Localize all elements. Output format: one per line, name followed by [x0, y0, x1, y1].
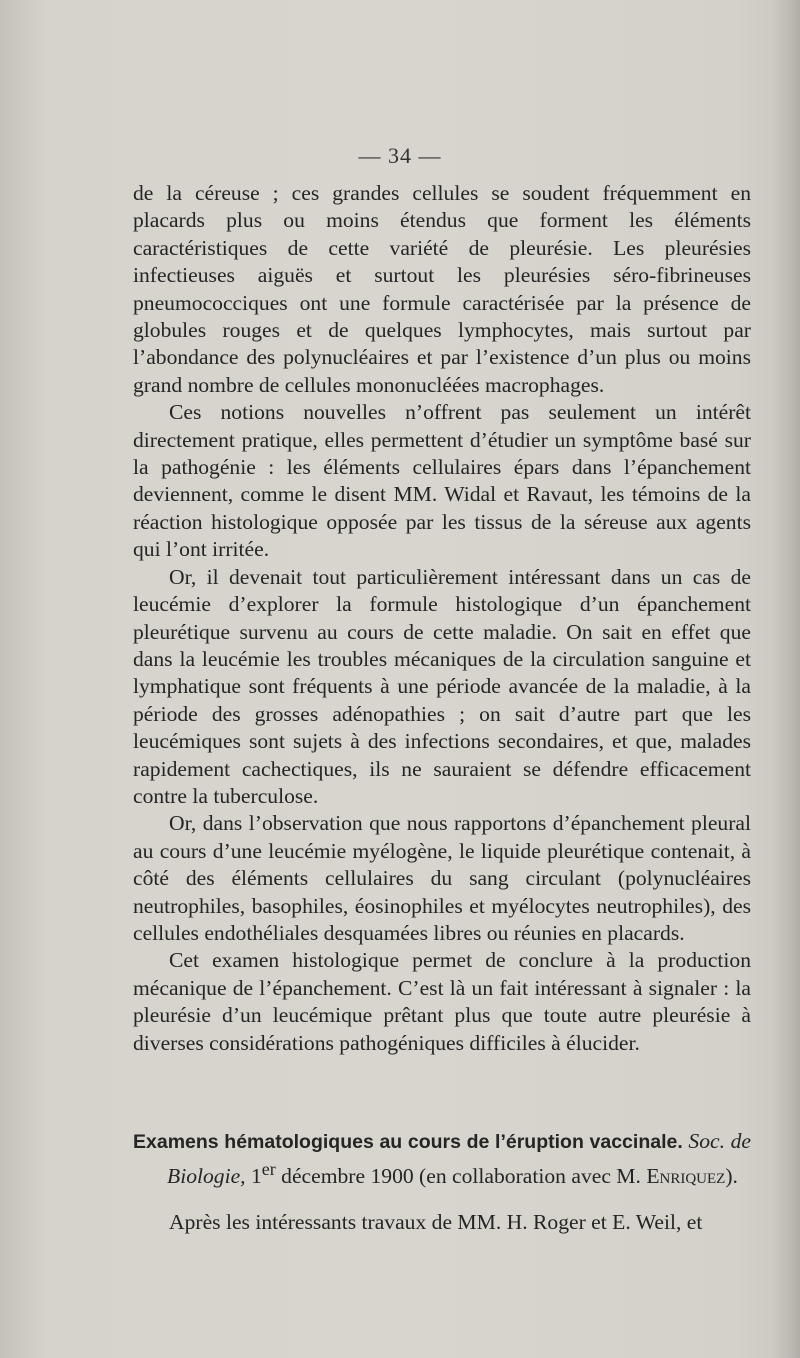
section-journal: Soc. de Biologie, — [167, 1129, 751, 1189]
section-heading — [133, 1128, 751, 1191]
body-text — [133, 180, 751, 1057]
paragraph-2: Ces notions nouvelles n’offrent pas seulement un intérêt directement pratique, elles permettent d’étudier un symptôme basé sur la pathogénie : les éléments cellulaires épars dans l’épanchement deviennent, comme le disent MM. Widal et Ravaut, les témoins de la réaction histologique opposée par les tissus de la séreuse aux agents qui l’ont irritée. — [133, 400, 751, 562]
section-date-day: 1 — [250, 1164, 262, 1189]
page-number: — 34 — — [358, 143, 442, 168]
section-first-line: Après les intéressants travaux de MM. H. Roger et E. Weil, et — [169, 1210, 703, 1234]
section-closing: ). — [725, 1164, 738, 1189]
section-entry — [133, 1128, 751, 1236]
paragraph-3: Or, il devenait tout particulièrement intéressant dans un cas de leucémie d’explorer la formule histologique d’un épanchement pleurétique survenu au cours de cette maladie. On sait en effet que dans la leucémie les troubles mécaniques de la circulation sanguine et lymphatique sont fréquents à une période avancée de la maladie, à la période des grosses adénopathies ; on sait d’autre part que les leucémiques sont sujets à des infections secondaires, et que, malades rapidement cachectiques, ils ne sauraient se défendre efficacement contre la tuberculose. — [133, 564, 751, 808]
paragraph-5: Cet examen histologique permet de conclure à la production mécanique de l’épanchement. C’est là un fait intéressant à signaler : la pleurésie d’un leucémique prêtant plus que toute autre pleurésie à diverses considérations pathogéniques difficiles à élucider. — [133, 948, 751, 1055]
section-date-rest: décembre 1900 (en collaboration avec M. — [281, 1164, 641, 1189]
page-edge-shadow — [772, 0, 800, 1358]
section-collaborator: Enriquez — [646, 1164, 726, 1189]
section-title: Examens hématologiques au cours de l’éruption vaccinale. — [133, 1131, 683, 1153]
section-date-sup: er — [261, 1159, 276, 1180]
paragraph-1: de la céreuse ; ces grandes cellules se soudent fréquemment en placards plus ou moins étendus que forment les éléments caractéristiques de cette variété de pleurésie. Les pleurésies infectieuses aiguës et surtout les pleurésies séro-fibrineuses pneumococciques ont une formule caractérisée par la présence de globules rouges et de quelques lymphocytes, mais surtout par l’abondance des polynucléaires et par l’existence d’un plus ou moins grand nombre de cellules mononucléées macrophages. — [133, 181, 751, 397]
paragraph-4: Or, dans l’observation que nous rapportons d’épanchement pleural au cours d’une leucémie myélogène, le liquide pleurétique contenait, à côté des éléments cellulaires du sang circulant (polynucléaires neutrophiles, basophiles, éosinophiles et myélocytes neutrophiles), des cellules endothéliales desquamées libres ou réunies en placards. — [133, 811, 751, 945]
